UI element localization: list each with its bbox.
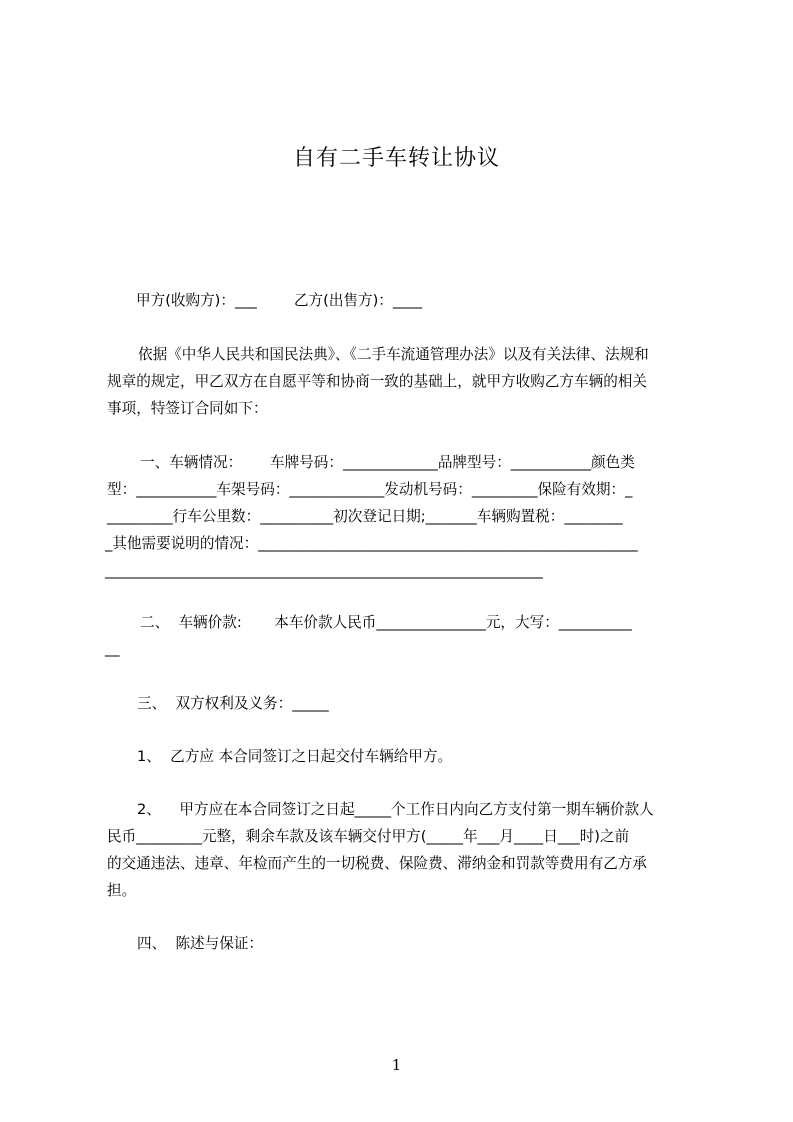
section1-line-3: _________行车公里数：__________初次登记日期;_______车辆购置税：________: [107, 508, 623, 525]
section1-line-4: _其他需要说明的情况：____________________________________________________: [105, 535, 638, 552]
section4-heading: 四、 陈述与保证：: [137, 935, 264, 952]
preamble-line-3: 事项，特签订合同如下：: [107, 400, 268, 417]
section2-line-2: __: [105, 640, 120, 657]
page-number: 1: [391, 1056, 402, 1074]
clause2-line-1: 2、 甲方应在本合同签订之日起_____个工作日内向乙方支付第一期车辆价款人: [137, 801, 654, 818]
section1-line-2: 型：___________车架号码：_____________发动机号码：_________保险有效期：_: [107, 481, 633, 498]
section1-line-5: ____________________________________________________________: [105, 562, 543, 579]
section3-heading: 三、 双方权利及义务：_____: [137, 695, 329, 712]
preamble-line-1: 依据《中华人民共和国民法典》、《二手车流通管理办法》以及有关法律、法规和: [138, 346, 649, 363]
section1-line-1: 一、车辆情况： 车牌号码：_____________品牌型号：___________颜色类: [140, 454, 635, 471]
preamble-line-2: 规章的规定，甲乙双方在自愿平等和协商一致的基础上，就甲方收购乙方车辆的相关: [107, 373, 647, 390]
clause2-line-2: 民币_________元整，剩余车款及该车辆交付甲方(_____年___月____日___时)之前: [107, 828, 630, 845]
section2-line-1: 二、 车辆价款: 本车价款人民币_______________元，大写：__________: [140, 614, 632, 631]
clause1-line: 1、 乙方应 本合同签订之日起交付车辆给甲方。: [137, 748, 453, 765]
clause2-line-3: 的交通违法、违章、年检而产生的一切税费、保险费、滞纳金和罚款等费用有乙方承: [107, 855, 647, 872]
parties-line: 甲方(收购方)：___ 乙方(出售方)：____: [136, 292, 423, 309]
clause2-line-4: 担。: [107, 882, 137, 899]
document-title: 自有二手车转让协议: [292, 146, 500, 171]
